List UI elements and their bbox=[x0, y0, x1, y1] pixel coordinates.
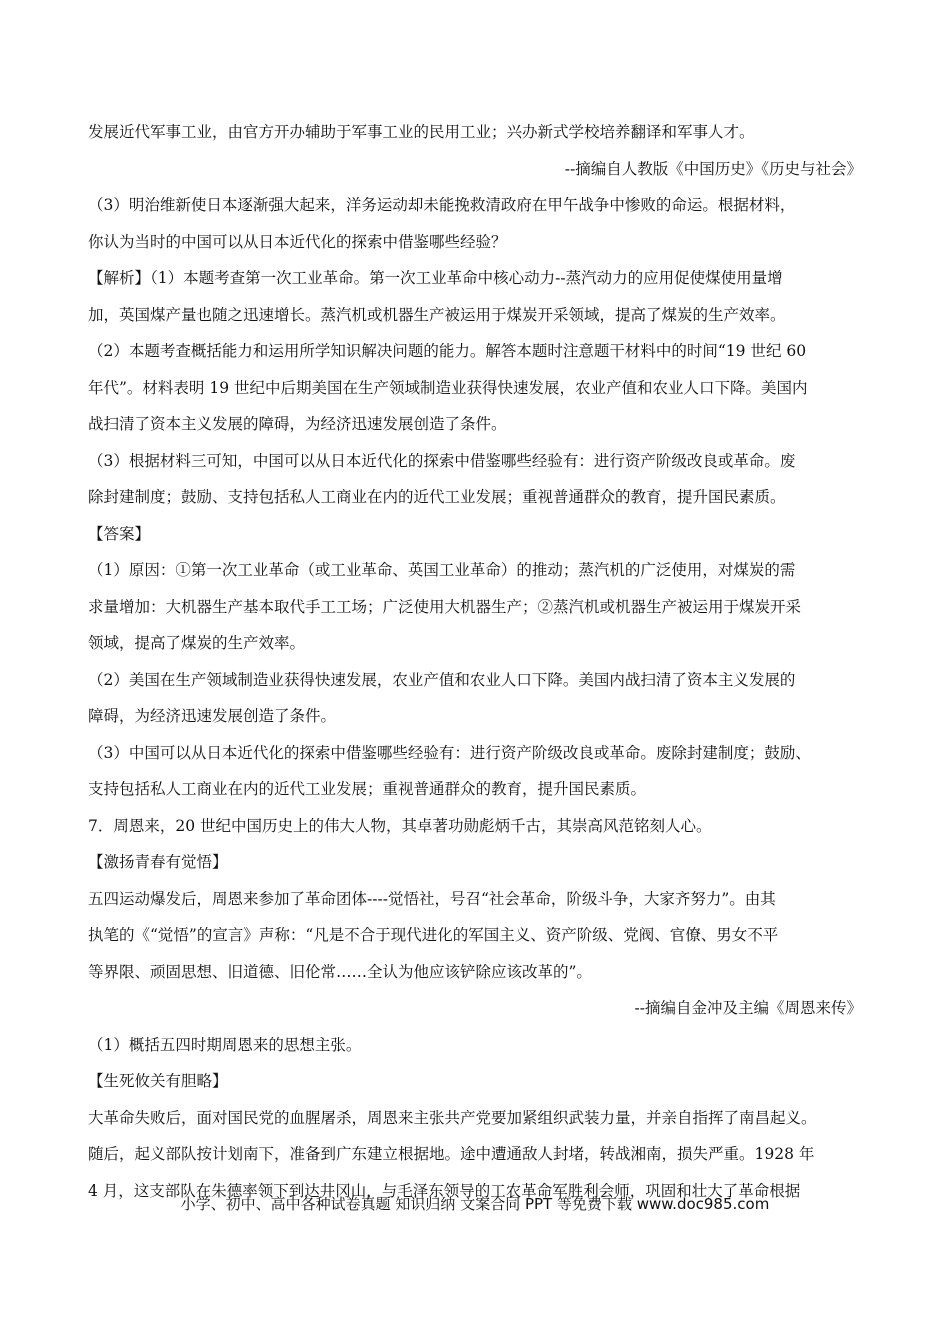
text-line: 【解析】（1）本题考查第一次工业革命。第一次工业革命中核心动力--蒸汽动力的应用促使煤使用量增 bbox=[88, 269, 783, 287]
text-line: （3）根据材料三可知，中国可以从日本近代化的探索中借鉴哪些经验有：进行资产阶级改良或革命。废 bbox=[88, 451, 796, 470]
text-line: 五四运动爆发后，周恩来参加了革命团体----觉悟社，号召“社会革命，阶级斗争，大家齐努力”。由其 bbox=[88, 889, 776, 908]
text-line: 等界限、顽固思想、旧道德、旧伦常……全认为他应该铲除应该改革的”。 bbox=[88, 962, 592, 981]
text-line: 年代”。材料表明 19 世纪中后期美国在生产领域制造业获得快速发展，农业产值和农业人口下降。美国内 bbox=[88, 378, 808, 397]
text-line: （1）原因：①第一次工业革命（或工业革命、英国工业革命）的推动；蒸汽机的广泛使用，对煤炭的需 bbox=[88, 561, 796, 579]
text-line: 除封建制度；鼓励、支持包括私人工商业在内的近代工业发展；重视普通群众的教育，提升国民素质。 bbox=[88, 488, 786, 506]
source-citation-line: --摘编自人教版《中国历史》《历史与社会》 bbox=[564, 159, 862, 178]
text-line: 【激扬青春有觉悟】 bbox=[88, 853, 228, 871]
source-citation-line: --摘编自金冲及主编《周恩来传》 bbox=[634, 999, 862, 1017]
text-line: 加，英国煤产量也随之迅速增长。蒸汽机或机器生产被运用于煤炭开采领域，提高了煤炭的生产效率。 bbox=[88, 305, 786, 324]
text-line: 执笔的《“觉悟”的宣言》声称：“凡是不合于现代进化的军国主义、资产阶级、党阀、官僚、男女不平 bbox=[88, 926, 779, 944]
text-line: 7．周恩来，20 世纪中国历史上的伟大人物，其卓著功勋彪炳千古，其崇高风范铭刻人心。 bbox=[88, 816, 712, 835]
text-line: 发展近代军事工业，由官方开办辅助于军事工业的民用工业；兴办新式学校培养翻译和军事人才。 bbox=[88, 123, 755, 141]
page-footer: 小学、初中、高中各种试卷真题 知识归纳 文案合同 PPT 等免费下载 www.doc985.com bbox=[180, 1195, 770, 1213]
text-line: 战扫清了资本主义发展的障碍，为经济迅速发展创造了条件。 bbox=[88, 415, 507, 433]
text-line: （2）美国在生产领域制造业获得快速发展，农业产值和农业人口下降。美国内战扫清了资本主义发展的 bbox=[88, 670, 796, 689]
text-line: 大革命失败后，面对国民党的血腥屠杀，周恩来主张共产党要加紧组织武装力量，并亲自指挥了南昌起义。 bbox=[88, 1108, 817, 1127]
text-line: 求量增加：大机器生产基本取代手工工场；广泛使用大机器生产；②蒸汽机或机器生产被运用于煤炭开采 bbox=[88, 597, 802, 616]
text-line: 【答案】 bbox=[88, 524, 151, 543]
text-line: 随后，起义部队按计划南下，准备到广东建立根据地。途中遭通敌人封堵，转战湘南，损失严重。1928 年 bbox=[88, 1145, 815, 1163]
text-line: 你认为当时的中国可以从日本近代化的探索中借鉴哪些经验？ bbox=[88, 232, 507, 251]
text-line: （3）明治维新使日本逐渐强大起来，洋务运动却未能挽救清政府在甲午战争中惨败的命运。根据材料， bbox=[88, 196, 796, 214]
text-line: （1）概括五四时期周恩来的思想主张。 bbox=[88, 1035, 362, 1054]
text-line: （2）本题考查概括能力和运用所学知识解决问题的能力。解答本题时注意题干材料中的时间“19 世纪 60 bbox=[88, 342, 807, 360]
text-line: 支持包括私人工商业在内的近代工业发展；重视普通群众的教育，提升国民素质。 bbox=[88, 780, 647, 798]
text-line: 4 月，这支部队在朱德率领下到达井冈山，与毛泽东领导的工农革命军胜利会师，巩固和壮大了革命根据 bbox=[88, 1181, 801, 1200]
document-body bbox=[88, 114, 870, 1209]
text-line: 障碍，为经济迅速发展创造了条件。 bbox=[88, 707, 337, 725]
text-line: 领域，提高了煤炭的生产效率。 bbox=[88, 634, 306, 652]
text-line: （3）中国可以从日本近代化的探索中借鉴哪些经验有：进行资产阶级改良或革命。废除封建制度；鼓励、 bbox=[88, 743, 811, 762]
text-line: 【生死攸关有胆略】 bbox=[88, 1072, 228, 1090]
